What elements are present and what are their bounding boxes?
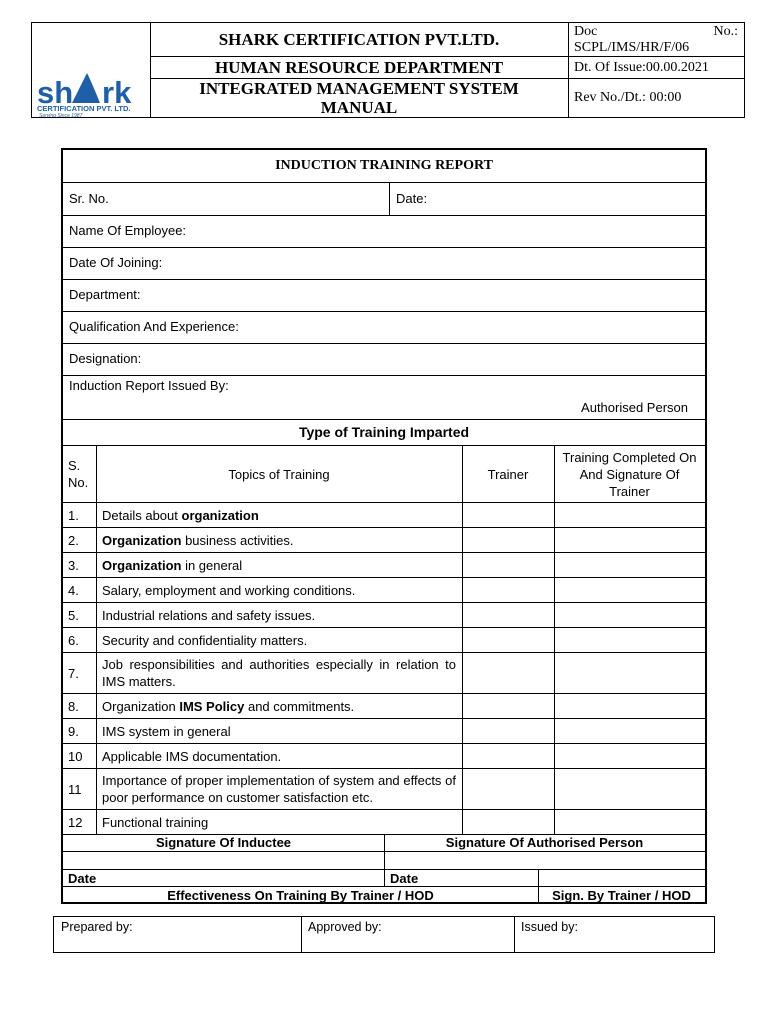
prepared-by-label: Prepared by: — [61, 920, 133, 934]
divider — [554, 603, 555, 627]
effectiveness-row — [63, 887, 705, 904]
divider — [554, 578, 555, 602]
divider — [462, 503, 463, 527]
date-of-joining-label: Date Of Joining: — [69, 255, 163, 270]
topic-number: 8. — [68, 698, 79, 714]
issued-by-row — [63, 376, 705, 420]
topic-number: 7. — [68, 665, 79, 681]
header-meta-block — [568, 23, 744, 117]
topic-pre: Industrial relations and safety issues. — [102, 607, 316, 623]
topic-number: 9. — [68, 723, 79, 739]
topic-number: 4. — [68, 582, 79, 598]
issue-date: Dt. Of Issue:00.00.2021 — [568, 57, 744, 79]
topic-row — [63, 553, 705, 578]
divider — [538, 870, 539, 886]
logo-tagline: Serving Since 1987 — [39, 113, 83, 117]
topic-text — [96, 769, 462, 809]
date-of-joining-row — [63, 248, 705, 280]
topic-post: business activities. — [181, 532, 294, 548]
divider — [554, 503, 555, 527]
divider — [462, 769, 463, 809]
sign-trainer-hod-label: Sign. By Trainer / HOD — [552, 888, 691, 903]
topic-post: and commitments. — [244, 698, 355, 714]
topic-text — [96, 810, 462, 834]
divider — [554, 769, 555, 809]
signature-header-row — [63, 834, 705, 852]
company-name: SHARK CERTIFICATION PVT.LTD. — [150, 23, 568, 57]
divider — [462, 603, 463, 627]
topic-pre: Functional training — [102, 814, 209, 830]
divider — [462, 719, 463, 743]
divider — [554, 694, 555, 718]
form-title: INDUCTION TRAINING REPORT — [63, 150, 705, 183]
authorised-person-label: Authorised Person — [581, 400, 688, 415]
topic-row — [63, 503, 705, 528]
topic-pre: Salary, employment and working conditions. — [102, 582, 356, 598]
divider — [389, 183, 390, 215]
topic-bold: IMS Policy — [179, 698, 245, 714]
doc-number-value: SCPL/IMS/HR/F/06 — [574, 40, 690, 55]
training-type-heading: Type of Training Imparted — [63, 420, 705, 446]
topic-text — [96, 553, 462, 577]
topic-pre: Job responsibilities and authorities especially in relation to IMS matters. — [102, 657, 460, 689]
topic-row — [63, 628, 705, 653]
divider — [462, 528, 463, 552]
topic-bold: organization — [181, 507, 259, 523]
logo-cell — [32, 23, 151, 117]
divider — [384, 852, 385, 869]
topic-text — [96, 719, 462, 743]
divider — [554, 628, 555, 652]
topic-row — [63, 719, 705, 744]
divider — [554, 553, 555, 577]
topic-text — [96, 528, 462, 552]
employee-name-label: Name Of Employee: — [69, 223, 187, 238]
header-title-block — [150, 23, 569, 117]
manual-title-line2: MANUAL — [320, 98, 398, 117]
employee-name-row — [63, 216, 705, 248]
divider — [462, 578, 463, 602]
topic-number: 12 — [68, 814, 83, 830]
divider — [462, 694, 463, 718]
department-label: Department: — [69, 287, 141, 302]
issued-by-footer-label: Issued by: — [521, 920, 578, 934]
topic-number: 1. — [68, 507, 79, 523]
divider — [554, 810, 555, 834]
doc-number-cell — [568, 23, 744, 57]
topic-text — [96, 603, 462, 627]
department-name: HUMAN RESOURCE DEPARTMENT — [150, 57, 568, 79]
topic-pre: Details about — [102, 507, 182, 523]
logo-subtitle: CERTIFICATION PVT. LTD. — [37, 104, 131, 113]
divider — [554, 528, 555, 552]
issued-by-label: Induction Report Issued By: — [69, 378, 229, 393]
topic-row — [63, 578, 705, 603]
qualification-label: Qualification And Experience: — [69, 319, 239, 334]
doc-label: Doc — [574, 24, 598, 39]
topic-number: 3. — [68, 557, 79, 573]
divider — [462, 553, 463, 577]
topic-text — [96, 503, 462, 527]
manual-title — [150, 79, 568, 117]
approval-footer — [53, 916, 715, 953]
topic-text — [96, 653, 462, 693]
topic-row — [63, 603, 705, 628]
topic-post: in general — [181, 557, 243, 573]
topic-pre: Importance of proper implementation of system and effects of poor performance on customer satisfaction etc. — [102, 773, 460, 805]
divider — [554, 653, 555, 693]
topic-number: 5. — [68, 607, 79, 623]
col-completed: Training Completed On And Signature Of Trainer — [562, 449, 697, 499]
manual-title-line1: INTEGRATED MANAGEMENT SYSTEM — [199, 79, 519, 98]
topic-row — [63, 528, 705, 553]
topic-pre: IMS system in general — [102, 723, 231, 739]
topic-number: 11 — [68, 781, 82, 797]
sr-date-row — [63, 183, 705, 216]
topic-number: 2. — [68, 532, 79, 548]
topic-row — [63, 769, 705, 810]
document-header — [31, 22, 745, 118]
doc-no-label: No.: — [713, 24, 738, 39]
date-label: Date: — [396, 191, 428, 206]
topic-text — [96, 628, 462, 652]
topic-row — [63, 744, 705, 769]
topic-row — [63, 694, 705, 719]
col-topics: Topics of Training — [228, 466, 330, 482]
divider — [462, 653, 463, 693]
logo-word-left: sh — [37, 75, 74, 110]
logo-word-right: rk — [102, 75, 132, 110]
topics-header-row — [63, 446, 705, 503]
date-right-label: Date — [390, 870, 419, 886]
topic-pre: Security and confidentiality matters. — [102, 632, 308, 648]
topic-number: 10 — [68, 748, 83, 764]
shark-logo — [32, 23, 150, 117]
divider — [462, 810, 463, 834]
designation-row — [63, 344, 705, 376]
sig-inductee-label: Signature Of Inductee — [155, 835, 292, 850]
department-row — [63, 280, 705, 312]
shark-fin-icon — [72, 73, 100, 103]
induction-form — [61, 148, 707, 904]
topic-pre: Organization — [102, 698, 180, 714]
divider — [462, 744, 463, 768]
topic-bold: Organization — [102, 532, 182, 548]
topic-number: 6. — [68, 632, 79, 648]
topic-row — [63, 810, 705, 835]
divider — [554, 744, 555, 768]
date-left-label: Date — [68, 870, 97, 886]
topic-bold: Organization — [102, 557, 182, 573]
divider — [462, 628, 463, 652]
approved-by-label: Approved by: — [308, 920, 382, 934]
sig-authorised-label: Signature Of Authorised Person — [445, 835, 644, 850]
sr-no-label: Sr. No. — [69, 191, 109, 206]
topic-text — [96, 578, 462, 602]
qualification-row — [63, 312, 705, 344]
col-trainer: Trainer — [487, 466, 529, 482]
date-row — [63, 870, 705, 887]
divider — [554, 719, 555, 743]
col-sno: S. No. — [68, 458, 89, 490]
topic-text — [96, 694, 462, 718]
divider — [384, 870, 385, 886]
signature-blank-row — [63, 852, 705, 870]
revision: Rev No./Dt.: 00:00 — [574, 90, 682, 105]
topic-pre: Applicable IMS documentation. — [102, 748, 282, 764]
topic-row — [63, 653, 705, 694]
topic-text — [96, 744, 462, 768]
effectiveness-label: Effectiveness On Training By Trainer / HOD — [167, 888, 434, 903]
designation-label: Designation: — [69, 351, 142, 366]
